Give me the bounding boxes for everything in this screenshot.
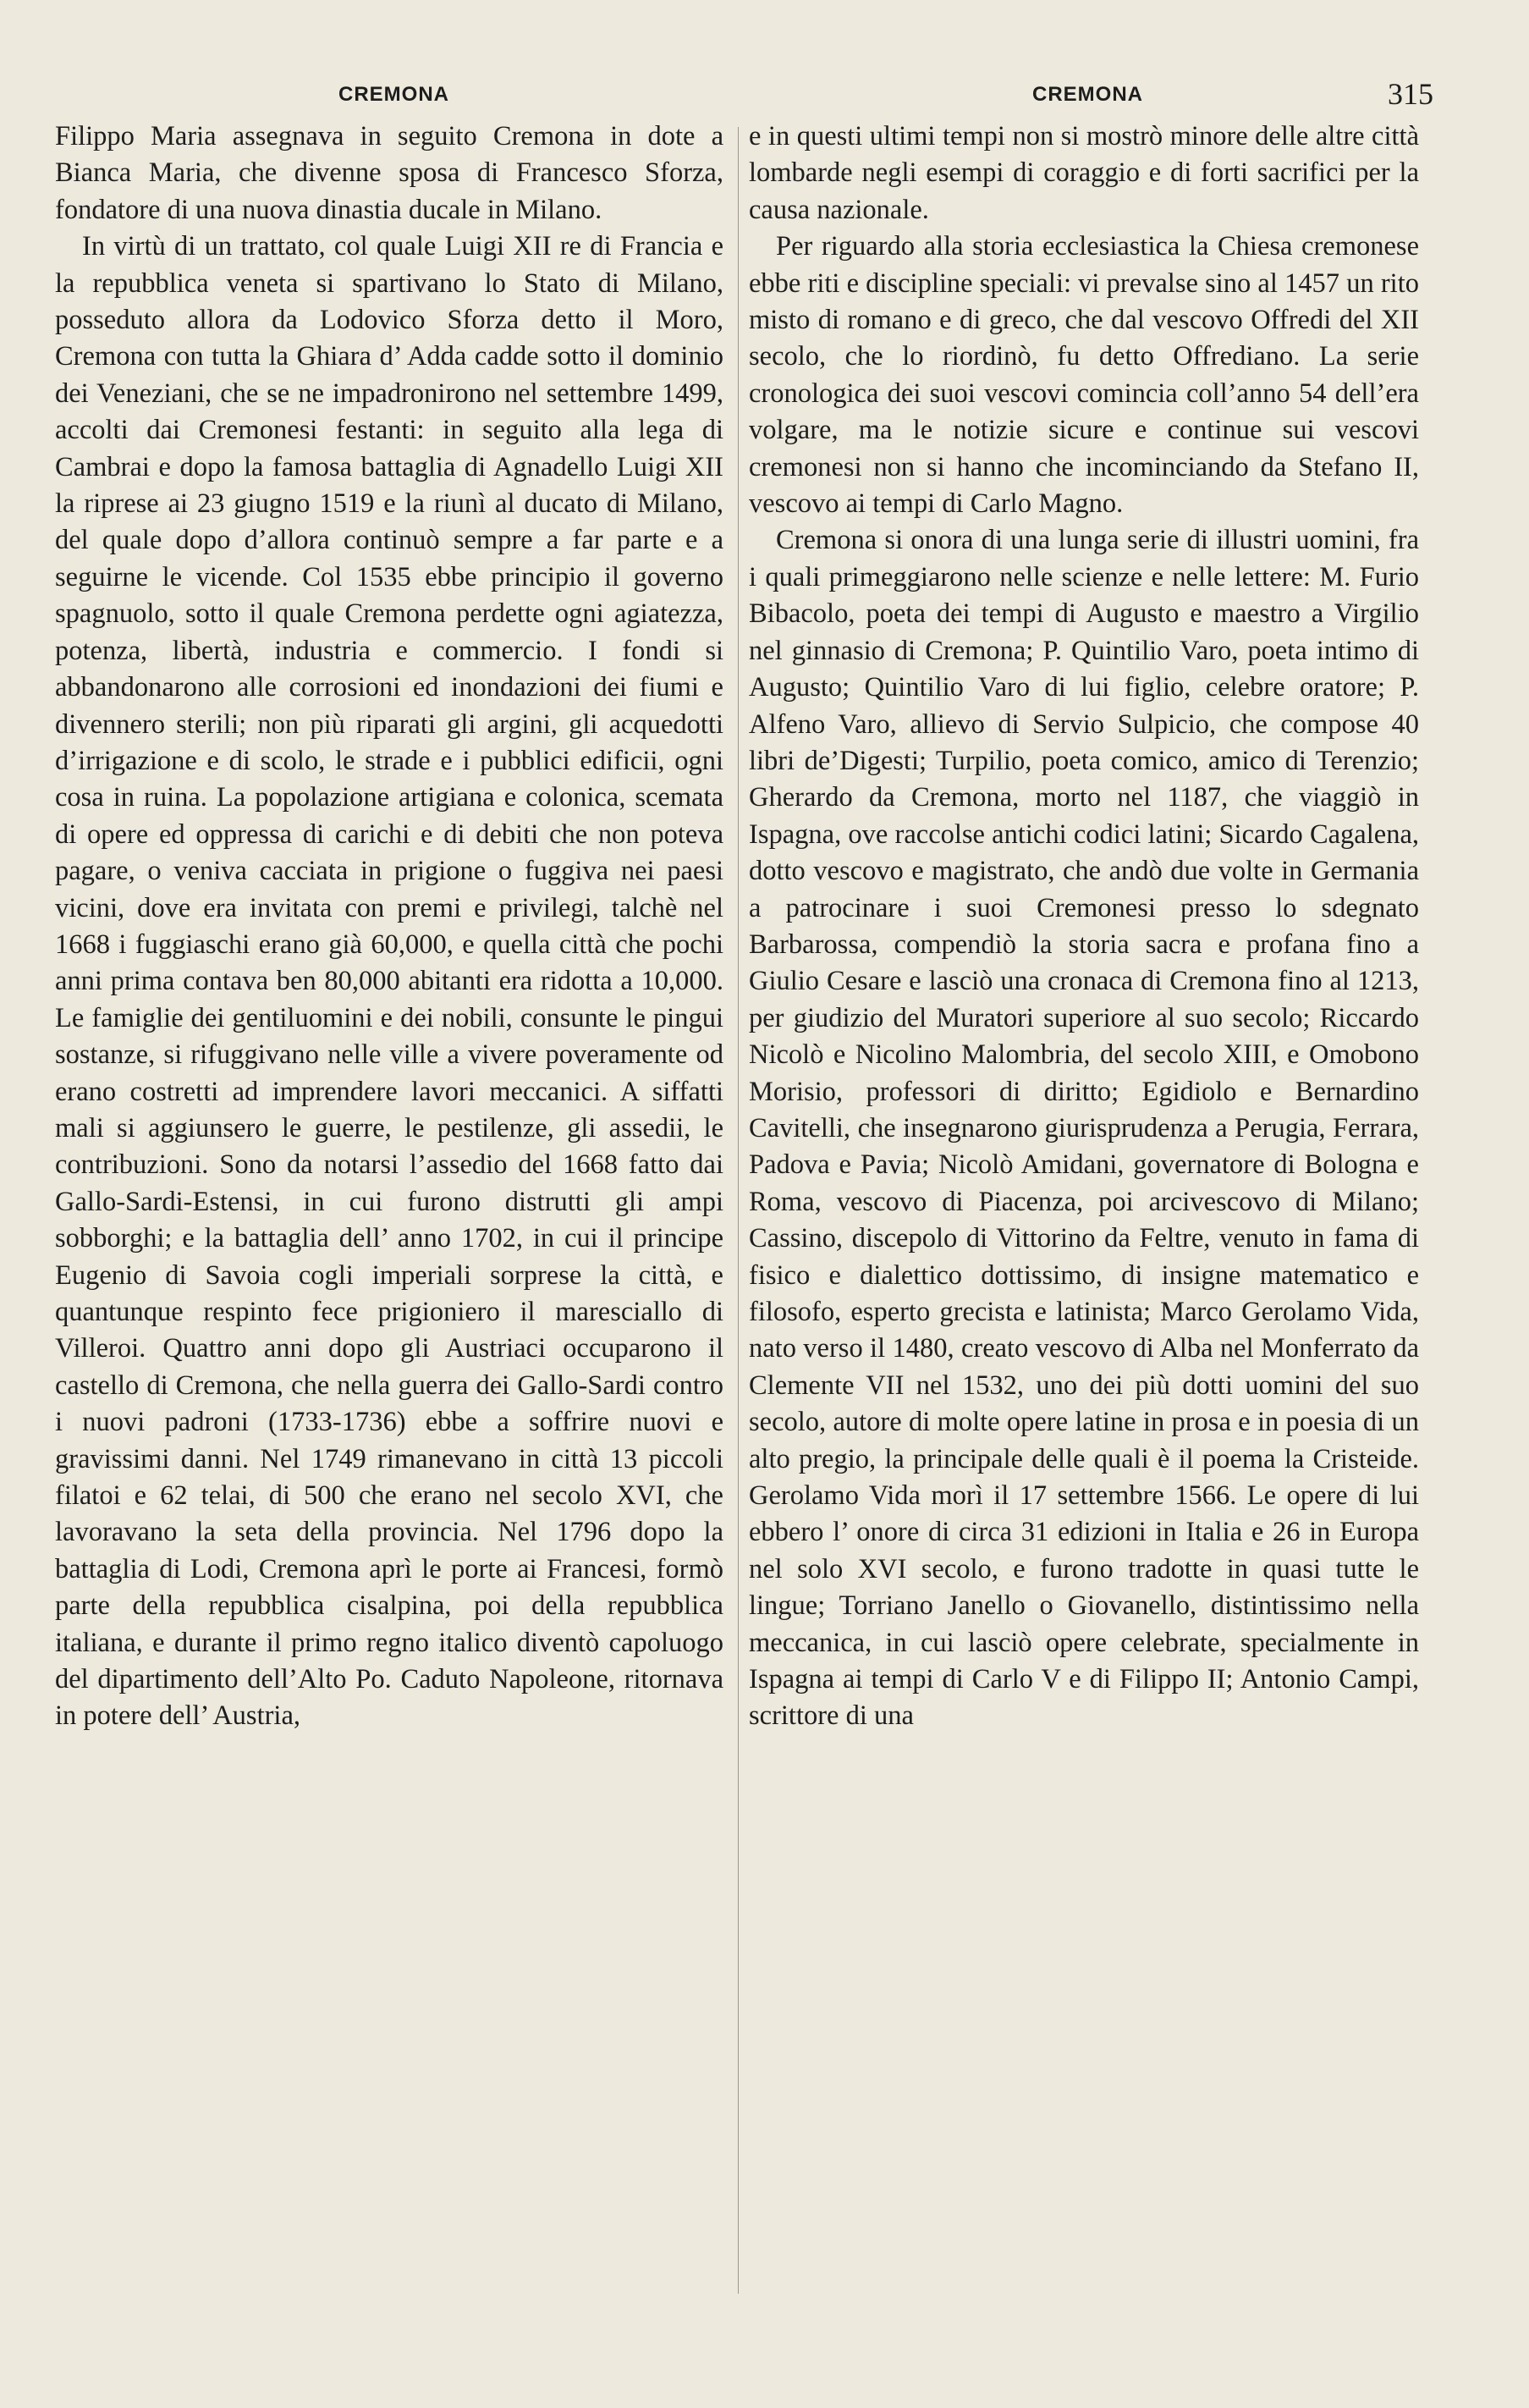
running-head-right: CREMONA bbox=[1032, 83, 1143, 106]
paragraph: e in questi ultimi tempi non si mostrò minore delle altre città lombarde negli esempi di coraggio e di forti sacrifici per la causa nazionale. bbox=[749, 121, 1419, 225]
page-header bbox=[51, 77, 1433, 117]
left-column bbox=[55, 118, 723, 1735]
column-divider bbox=[738, 127, 739, 2294]
running-head-left: CREMONA bbox=[338, 83, 449, 106]
paragraph: In virtù di un trattato, col quale Luigi XII re di Francia e la repubblica veneta si spartivano lo Stato di Milano, posseduto allora da Lodovico Sforza detto il Moro, Cremona con tutta la Ghiara d’ Adda cadde sotto il dominio dei Veneziani, che se ne impadronirono nel settembre 1499, accolti dai Cremonesi festanti: in seguito alla lega di Cambrai e dopo la famosa battaglia di Agnadello Luigi XII la riprese ai 23 giugno 1519 e la riunì al ducato di Milano, del quale dopo d’allora continuò sempre a far parte e a seguirne le vicende. Col 1535 ebbe principio il governo spagnuolo, sotto il quale Cremona perdette ogni agiatezza, potenza, libertà, industria e commercio. I fondi si abbandonarono alle corrosioni ed inondazioni dei fiumi e divennero sterili; non più riparati gli argini, gli acquedotti d’irrigazione e di scolo, le strade e i pubblici edificii, ogni cosa in ruina. La popolazione artigiana e colonica, scemata di opere ed oppressa di carichi e di debiti che non poteva pagare, o veniva cacciata in prigione o fuggiva nei paesi vicini, dove era invitata con premi e privilegi, talchè nel 1668 i fuggiaschi erano già 60,000, e quella città che pochi anni prima contava ben 80,000 abitanti era ridotta a 10,000. Le famiglie dei gentiluomini e dei nobili, consunte le pingui sostanze, si rifuggivano nelle ville a vivere poveramente od erano costretti ad imprendere lavori meccanici. A siffatti mali si aggiunsero le guerre, le pestilenze, gli assedii, le contribuzioni. Sono da notarsi l’assedio del 1668 fatto dai Gallo-Sardi-Estensi, in cui furono distrutti gli ampi sobborghi; e la battaglia dell’ anno 1702, in cui il principe Eugenio di Savoia cogli imperiali sorprese la città, e quantunque respinto fece prigioniero il maresciallo di Villeroi. Quattro anni dopo gli Austriaci occuparono il castello di Cremona, che nella guerra dei Gallo-Sardi contro i nuovi padroni (1733-1736) ebbe a soffrire nuovi e gravissimi danni. Nel 1749 rimanevano in città 13 piccoli filatoi e 62 telai, di 500 che erano nel secolo XVI, che lavoravano la seta della provincia. Nel 1796 dopo la battaglia di Lodi, Cremona aprì le porte ai Francesi, formò parte della repubblica cisalpina, poi della repubblica italiana, e durante il primo regno italico diventò capoluogo del dipartimento dell’Alto Po. Caduto Napoleone, ritornava in potere dell’ Austria, bbox=[55, 231, 723, 1732]
paragraph: Cremona si onora di una lunga serie di illustri uomini, fra i quali primeggiarono nelle scienze e nelle lettere: M. Furio Bibacolo, poeta dei tempi di Augusto e maestro a Virgilio nel ginnasio di Cremona; P. Quintilio Varo, poeta intimo di Augusto; Quintilio Varo di lui figlio, celebre oratore; P. Alfeno Varo, allievo di Servio Sulpicio, che compose 40 libri de’Digesti; Turpilio, poeta comico, amico di Terenzio; Gherardo da Cremona, morto nel 1187, che viaggiò in Ispagna, ove raccolse antichi codici latini; Sicardo Cagalena, dotto vescovo e magistrato, che andò due volte in Germania a patrocinare i suoi Cremonesi presso lo sdegnato Barbarossa, compendiò la storia sacra e profana fino a Giulio Cesare e lasciò una cronaca di Cremona fino al 1213, per giudizio del Muratori superiore al suo secolo; Riccardo Nicolò e Nicolino Malombria, del secolo XIII, e Omobono Morisio, professori di diritto; Egidiolo e Bernardino Cavitelli, che insegnarono giurisprudenza a Perugia, Ferrara, Padova e Pavia; Nicolò Amidani, governatore di Bologna e Roma, vescovo di Piacenza, poi arcivescovo di Milano; Cassino, discepolo di Vittorino da Feltre, venuto in fama di fisico e dialettico dottissimo, di insigne matematico e filosofo, esperto grecista e latinista; Marco Gerolamo Vida, nato verso il 1480, creato vescovo di Alba nel Monferrato da Clemente VII nel 1532, uno dei più dotti uomini del suo secolo, autore di molte opere latine in prosa e in poesia di un alto pregio, la principale delle quali è il poema la Cristeide. Gerolamo Vida morì il 17 settembre 1566. Le opere di lui ebbero l’ onore di circa 31 edizioni in Italia e 26 in Europa nel solo XVI secolo, e furono tradotte in quasi tutte le lingue; Torriano Janello o Giovanello, distintissimo nella meccanica, in cui lasciò opere celebrate, specialmente in Ispagna ai tempi di Carlo V e di Filippo II; Antonio Campi, scrittore di una bbox=[749, 525, 1419, 1732]
right-column bbox=[749, 118, 1419, 1735]
paragraph: Per riguardo alla storia ecclesiastica la Chiesa cremonese ebbe riti e discipline speciali: vi prevalse sino al 1457 un rito misto di romano e di greco, che dal vescovo Offredi del XII secolo, che lo riordinò, fu detto Offrediano. La serie cronologica dei suoi vescovi comincia coll’anno 54 dell’era volgare, ma le notizie sicure e continue sui vescovi cremonesi non si hanno che incominciando da Stefano II, vescovo ai tempi di Carlo Magno. bbox=[749, 231, 1419, 520]
paragraph: Filippo Maria assegnava in seguito Cremona in dote a Bianca Maria, che divenne sposa di Francesco Sforza, fondatore di una nuova dinastia ducale in Milano. bbox=[55, 121, 723, 225]
page-number: 315 bbox=[1388, 77, 1433, 111]
